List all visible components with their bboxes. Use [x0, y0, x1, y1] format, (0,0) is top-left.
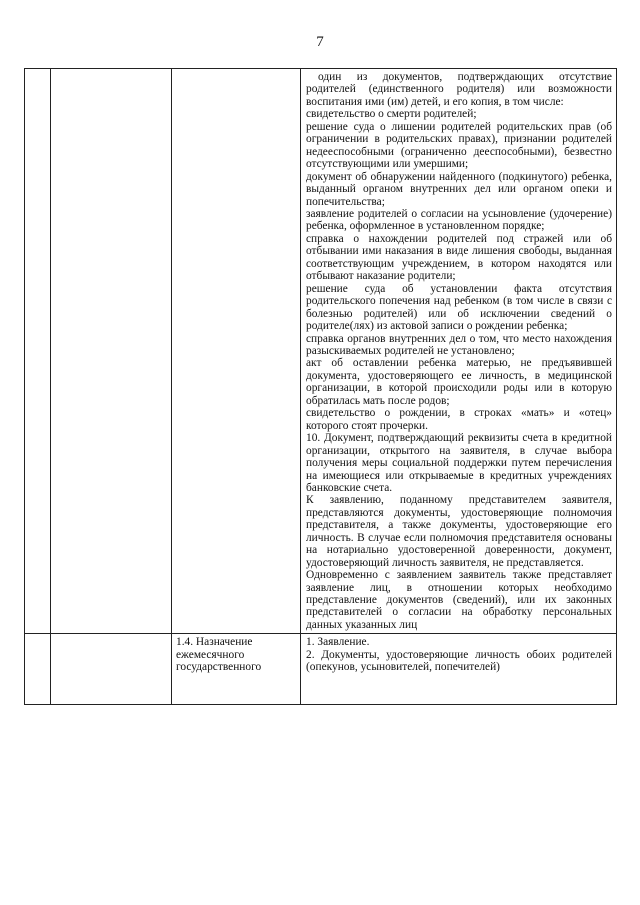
document-paragraph: справка органов внутренних дел о том, что место нахождения разыскиваемых родителей не установлено; — [306, 332, 612, 357]
table-cell-documents — [301, 634, 617, 705]
service-name: 1.4. Назначение ежемесячного государственного — [176, 636, 262, 674]
table-cell-service-name — [172, 634, 301, 705]
document-paragraph: заявление родителей о согласии на усыновление (удочерение) ребенка, оформленное в установленном порядке; — [306, 207, 612, 233]
table-cell-documents — [301, 69, 617, 634]
document-paragraph: 10. Документ, подтверждающий реквизиты счета в кредитной организации, открытого на заявителя, в случае выбора получения меры социальной поддержки путем перечисления на имеющиеся или открываемые в кредитных учреждениях банковские счета. — [306, 432, 612, 494]
document-table — [24, 68, 617, 705]
table-cell-number — [25, 634, 51, 705]
document-paragraph: акт об оставлении ребенка матерью, не предъявившей документа, удостоверяющего ее личность, в медицинской организации, в которой происходили роды или в которую обратилась мать после родов; — [306, 357, 612, 407]
document-paragraph: свидетельство о смерти родителей; — [306, 108, 477, 121]
document-paragraph: один из документов, подтверждающих отсутствие родителей (единственного родителя) или возможности воспитания ими (им) детей, и его копия, в том числе: — [306, 71, 612, 108]
documents-list — [301, 634, 616, 675]
document-paragraph: 2. Документы, удостоверяющие личность обоих родителей (опекунов, усыновителей, попечителей) — [306, 648, 612, 674]
documents-list — [301, 69, 616, 633]
document-paragraph: свидетельство о рождении, в строках «мать» и «отец» которого стоят прочерки. — [306, 407, 612, 432]
document-paragraph: Одновременно с заявлением заявитель также представляет заявление лиц, в отношении которых необходимо представление документов (сведений), или их законных представителей о согласии на обработку персональных данных указанных лиц — [306, 569, 612, 631]
table-cell-category — [51, 634, 172, 705]
page-number: 7 — [316, 34, 324, 50]
document-paragraph: решение суда об установлении факта отсутствия родительского попечения над ребенком (в том числе в связи с болезнью родителей) или об исключении сведений о родителе(лях) из актовой записи о рождении ребенка; — [306, 282, 612, 333]
table-row — [25, 634, 617, 705]
table-row — [25, 69, 617, 634]
table-cell-number — [25, 69, 51, 634]
document-paragraph: решение суда о лишении родителей родительских прав (об ограничении в родительских правах), признании родителей недееспособными (ограниченно дееспособными), безвестно отсутствующими или умершими; — [306, 120, 612, 171]
table-cell-category — [51, 69, 172, 634]
document-paragraph: документ об обнаружении найденного (подкинутого) ребенка, выданный органом внутренних дел или органом опеки и попечительства; — [306, 170, 612, 208]
table-cell-service-name — [172, 69, 301, 634]
document-paragraph: К заявлению, поданному представителем заявителя, представляются документы, удостоверяющие полномочия представителя, а также документы, удостоверяющие его личность. В случае если полномочия представителя основаны на нотариально удостоверенной доверенности, документ, удостоверяющий личность заявителя, не представляется. — [306, 494, 612, 569]
document-paragraph: справка о нахождении родителей под стражей или об отбывании ими наказания в виде лишения свободы, выданная соответствующим учреждением, в котором находятся или отбывают наказание родители; — [306, 232, 612, 283]
document-paragraph: 1. Заявление. — [306, 636, 370, 649]
